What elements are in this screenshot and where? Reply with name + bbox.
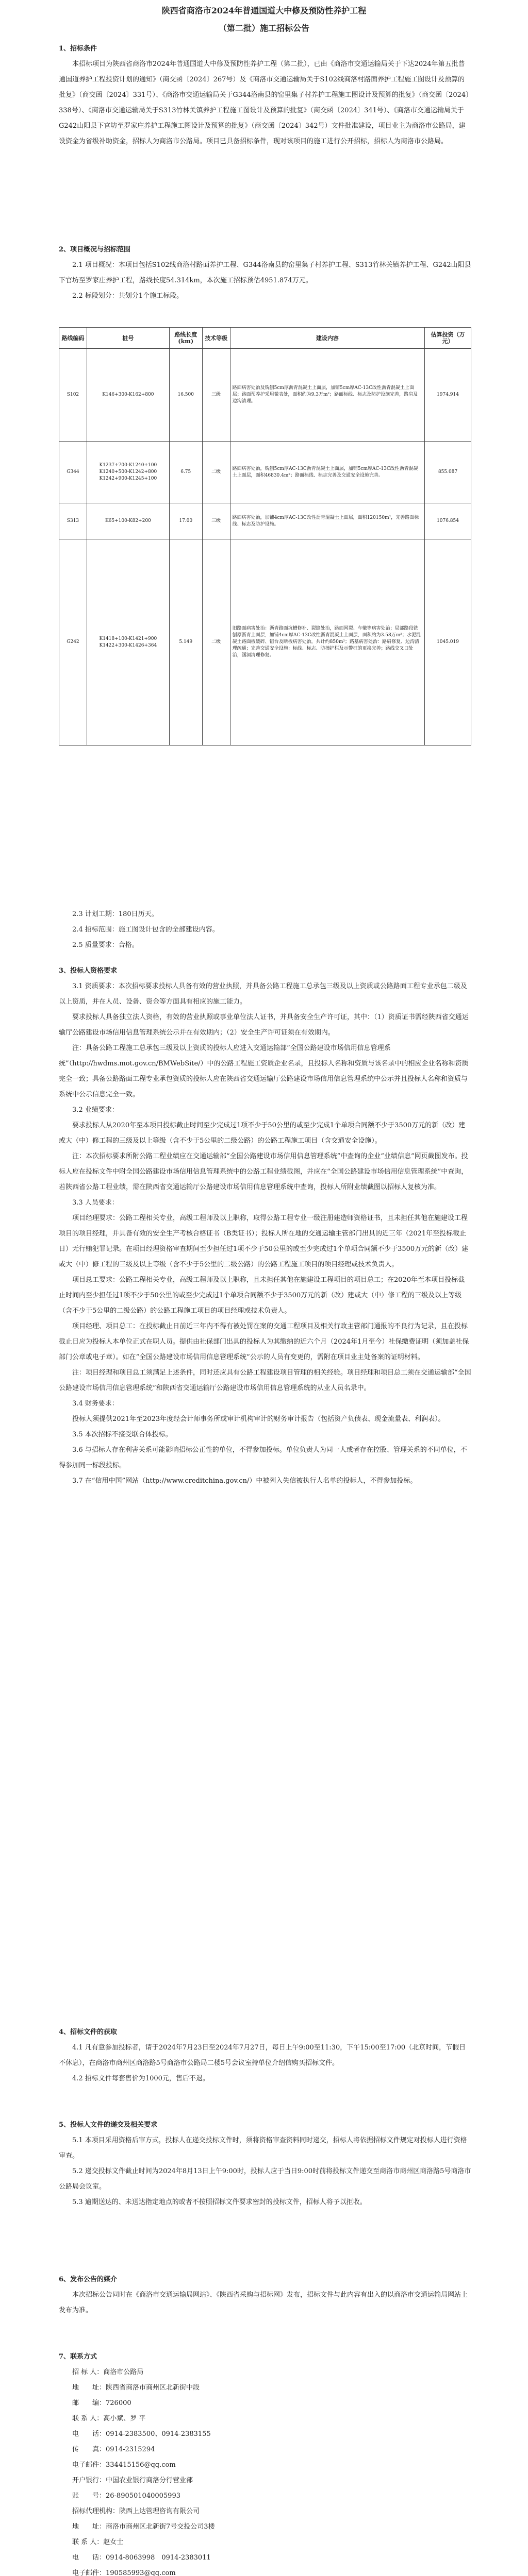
length-cell: 16.500 [169,349,202,442]
contact-line: 联 系 人：赵女士 [72,2538,124,2546]
project-table-header-row [59,328,471,349]
grade-cell: 三级 [202,349,230,442]
quality-text: 2.5 质量要求：合格。 [72,941,139,949]
contact-line: 电子邮件：190585993@qq.com [72,2569,176,2576]
grade-cell: 二级 [202,442,230,503]
table-row [59,442,471,503]
section-1 [59,41,471,149]
section-3-paragraph: 3.1 资质要求：本次招标要求投标人具备有效的营业执照，并具备公路工程施工总承包三级及以上资质或公路路面工程专业承包二级及以上资质，并在人员、设备、资金等方面具有相应的施工能力。 [59,982,467,1006]
notice-title-line2: （第二批）施工招标公告 [218,23,309,33]
section-4 [59,2025,471,2087]
section-3-paragraph: 投标人须提供2021年至2023年度经会计师事务所或审计机构审计的财务审计报告（包括资产负债表、现金流量表、利润表）。 [72,1415,445,1423]
section-7-heading: 7、联系方式 [59,2353,97,2361]
scope-text: 2.4 招标范围：施工图设计包含的全部建设内容。 [72,926,219,934]
section-3-paragraph: 3.7 在“信用中国”网站（http://www.creditchina.gov.cn/）中被列入失信被执行人名单的投标人，不得参加投标。 [72,1477,417,1485]
length-cell: 5.149 [169,539,202,745]
content-cell: 路面病害处治，铣刨5cm厚AC-13C沥青混凝土上面层，加铺5cm厚AC-13C改性沥青混凝土上面层，面积46830.4m²；路面标线、标志完善及交通安全设施完善。 [230,442,424,503]
project-table [59,327,471,745]
section-5-paragraph: 5.1 本项目采用资格后审方式，投标人在递交投标文件时，须将资格审查资料同时递交，招标人将依据招标文件规定对投标人进行资格审查。 [59,2137,467,2160]
table-row [59,539,471,745]
station-cell: K65+100-K82+200 [87,503,169,539]
section-3-paragraph: 项目总工要求：公路工程相关专业，高级工程师及以上职称，且未担任其他在施建设工程项目的项目总工；在2020年至本项目投标截止时间内至少担任过1项不少于50公里的或至少完成过1个单项合同额不少于3500万元的新（改）建或大（中）修工程的三级及以上等级（含不少于5公里的二级公路）的公路工程施工项目的项目经理或技术负责人。 [59,1276,465,1315]
section-3-paragraph: 项目经理要求：公路工程相关专业，高级工程师及以上职称，取得公路工程专业一级注册建造师资格证书，且未担任其他在施建设工程项目的项目经理，并具备有效的安全生产考核合格证书（B类证书）；投标人所在地的交通运输主管部门出具的近三年（2021年至投标截止日）无行贿犯罪记录。在项目经理资格审查期间至少担任过1项不少于50公里的或至少完成过1个单项合同额不少于3500万元的新（改）建或大（中）修工程的三级及以上等级（含不少于5公里的二级公路）的公路工程施工项目的项目经理或技术负责人。 [59,1214,469,1268]
content-cell: 路面病害处治，加铺4cm厚AC-13C改性沥青混凝土上面层，面积120150m²，完善路面标线、标志及防护设施。 [230,503,424,539]
contact-line: 地 址：商洛市商州区北新街7号交投公司3楼 [72,2523,215,2531]
contact-line: 联 系 人：高小斌、罗 平 [72,2415,146,2422]
cost-cell: 855.087 [425,442,471,503]
section-6 [59,2272,471,2318]
table-header-cell: 估算投资（万元） [425,328,471,349]
section-3-paragraph: 项目经理、项目总工：在投标截止日前近三年内不得有被处罚在案的交通工程项目及相关行政主管部门通报的不良行为记录，且在投标截止日应为投标人本单位正式在职人员。提供由社保部门出具的投标人为其缴纳的近六个月（2024年1月至今）社保缴费证明（须加盖社保部门公章或电子章）。如在“全国公路建设市场信用信息管理系统”公示的人员有变更的，需附在项目业主处备案的证明材料。 [59,1323,469,1361]
table-header-cell: 路线编码 [59,328,87,349]
contact-line: 地 址：陕西省商洛市商州区北新街中段 [72,2384,200,2392]
section-3-paragraph: 要求投标人从2020年至本项目投标截止时间至少完成过1项不少于50公里的或至少完成1个单项合同额不少于3500万元的新（改）建或大（中）修工程的三级及以上等级（含不少于5公里的二级公路）的公路工程施工项目（含交通安全设施）。 [59,1122,466,1145]
section-4-heading: 4、招标文件的获取 [59,2028,118,2036]
section-3-heading: 3、投标人资格要求 [59,967,118,975]
table-header-cell: 技术等级 [202,328,230,349]
section-1-paragraph: 本招标项目为陕西省商洛市2024年普通国道大中修及预防性养护工程（第二批），已由《商洛市交通运输局关于下达2024年第五批普通国道养护工程投资计划的通知》（商交函〔2024〕267号）及《商洛市交通运输局关于S102线商洛村路面养护工程施工图设计及预算的批复》（商交函〔2024〕331号）、《商洛市交通运输局关于G344洛南县的窑里集子村养护工程施工图设计及预算的批复》（商交函〔2024〕338号）、《商洛市交通运输局关于S313竹林关镇养护工程施工图设计及预算的批复》（商交函〔2024〕341号）、《商洛市交通运输局关于G242山阳县下官坊至罗家庄养护工程施工图设计及预算的批复》（商交函〔2024〕342号）文件批准建设，项目业主为商洛市公路局，建设资金为省级补助资金，招标人为商洛市公路局。项目已具备招标条件，现对该项目的施工进行公开招标，招标人为商洛市公路局。 [59,60,469,145]
notice-title-line1: 陕西省商洛市2024年普通国道大中修及预防性养护工程 [161,6,367,15]
contact-line: 电 话：0914-8063998 0914-2383011 [72,2554,211,2562]
table-header-cell: 建设内容 [230,328,424,349]
section-4-paragraph: 4.2 招标文件每套售价为1000元，售后不退。 [72,2075,209,2082]
contact-line: 电 话：0914-2383500、0914-2383155 [72,2430,211,2438]
section-4-paragraph: 4.1 凡有意参加投标者，请于2024年7月23日至2024年7月27日，每日上午9:00至11:30，下午15:00至17:00（北京时间，节假日不休息），在商洛市商州区商洛路5号商洛市公路局二楼5号会议室持单位介绍信购买招标文件。 [59,2044,466,2067]
section-2 [59,242,471,304]
contact-line: 开户银行：中国农业银行商洛分行营业部 [72,2477,193,2484]
contact-line: 账 号：26-890501040005993 [72,2492,180,2500]
section-5-paragraph: 5.2 递交投标文件截止时间为2024年8月13日上午9:00时，投标人应于当日9:00时前将投标文件递交至商洛市商州区商洛路5号商洛市公路局会议室。 [59,2167,471,2191]
cost-cell: 1076.854 [425,503,471,539]
section-5-paragraph: 5.3 逾期送达的、未送达指定地点的或者不按照招标文件要求密封的投标文件，招标人将予以拒收。 [72,2198,367,2206]
section-2-tail [59,907,471,953]
contact-line: 招 标 人：商洛市公路局 [72,2368,144,2376]
section-6-heading: 6、发布公告的媒介 [59,2276,118,2283]
section-3-paragraph: 3.4 财务要求： [72,1400,119,1408]
table-header-cell: 路线长度(km) [169,328,202,349]
length-cell: 17.00 [169,503,202,539]
cost-cell: 1974.914 [425,349,471,442]
section-5-heading: 5、投标人文件的递交及相关要求 [59,2121,158,2129]
section-3-paragraph: 注：项目经理和项目总工须满足上述条件，同时还应具有公路工程建设项目管理的相关经验。项目经理和项目总工须在交通运输部“全国公路建设市场信用信息管理系统”和陕西省交通运输厅公路建设市场信用信息管理系统的从业人员名录中。 [59,1369,471,1392]
section-6-paragraph: 本次招标公告同时在《商洛市交通运输局网站》、《陕西省采购与招标网》发布，招标文件与此内容有出入的以商洛市交通运输局网站上发布为准。 [59,2291,468,2314]
cost-cell: 1045.019 [425,539,471,745]
content-cell: 路面病害处治及铣刨5cm厚沥青混凝土上面层，加铺5cm厚AC-13C改性沥青混凝土上面层；路面预养护采用微表处，面积约为9.3万m²；路面标线、标志及防护设施完善，路肩及边沟清理。 [230,349,424,442]
route-code-cell: G344 [59,442,87,503]
station-cell: K1237+700-K1240+100 K1240+500-K1242+800 K1242+900-K1245+100 [87,442,169,503]
section-1-heading: 1、招标条件 [59,45,97,53]
station-cell: K1418+100-K1421+900 K1422+300-K1426+364 [87,539,169,745]
section-3-paragraph: 要求投标人具备独立法人资格，有效的营业执照或事业单位法人证书，并具备安全生产许可证，其中：（1）资质证书需经陕西省交通运输厅公路建设市场信用信息管理系统公示并在有效期内；（2）安全生产许可证须在有效期内。 [59,1013,469,1037]
section-3-paragraph: 注：本次招标要求所附公路工程业绩应在交通运输部“全国公路建设市场信用信息管理系统”中查询的企业“业绩信息”网页截图发布。投标人应在投标文件中附全国公路建设市场信用信息管理系统中的公路工程业绩截图，并应在“全国公路建设市场信用信息管理系统”中查询，若陕西省公路工程业绩，需在陕西省交通运输厅公路建设市场信用信息管理系统中查询，投标人所附业绩截图以招标人复核为准。 [59,1153,468,1191]
station-cell: K146+300-K162+800 [87,349,169,442]
section-3-paragraph: 3.3 人员要求： [72,1199,119,1207]
section-3-paragraph: 3.6 与招标人存在利害关系可能影响招标公正性的单位，不得参加投标。单位负责人为同一人或者存在控股、管理关系的不同单位，不得参加同一标段投标。 [59,1446,467,1469]
table-header-cell: 桩号 [87,328,169,349]
contact-line: 邮 编：726000 [72,2399,131,2407]
grade-cell: 二级 [202,539,230,745]
section-3-paragraph: 3.2 业绩要求： [72,1106,119,1114]
contact-line: 电子邮件：334415156@qq.com [72,2461,176,2469]
section-2-overview: 2.1 项目概况：本项目包括S102线商洛村路面养护工程、G344洛南县的窑里集子村养护工程、S313竹林关镇养护工程、G242山阳县下官坊至罗家庄养护工程，路线长度54.314km，本次施工招标预估4951.874万元。 [59,261,471,284]
route-code-cell: G242 [59,539,87,745]
table-row [59,503,471,539]
route-code-cell: S102 [59,349,87,442]
section-3 [59,963,471,1489]
section-3-paragraph: 注：具备公路工程施工总承包三级及以上资质的投标人应进入交通运输部“全国公路建设市场信用信息管理系统”（http://hwdms.mot.gov.cn/BMWebSite/）中的公路工程施工资质企业名录，且投标人名称和资质与该名录中的相应企业名称和资质完全一致；具备公路路面工程专业承包资质的投标人应在陕西省交通运输厅公路建设市场信用信息管理系统中公示并且投标人名称和资质与系统中公示信息完全一致。 [59,1044,469,1098]
section-2-lot-division: 2.2 标段划分：共划分1个施工标段。 [72,292,184,300]
grade-cell: 三级 [202,503,230,539]
section-3-paragraph: 3.5 本次招标不接受联合体投标。 [72,1431,172,1438]
section-5 [59,2117,471,2210]
content-cell: 旧路面病害处治：沥青路面坑槽修补、裂缝处治，路面网裂、车辙等病害处治；局部路段铣刨原沥青上面层，加铺4cm厚AC-13C改性沥青混凝土上面层，面积约为3.58万m²；水泥混凝土路面板破碎、错台及断板病害处治，共计约850m²；路基病害处治：路肩修复、边沟清理疏通；完善交通安全设施：标线、标志、防撞护栏及示警桩的更换完善；路线交叉口处治，涵洞清理修复。 [230,539,424,745]
route-code-cell: S313 [59,503,87,539]
length-cell: 6.75 [169,442,202,503]
contact-line: 招标代理机构：陕西上达管理咨询有限公司 [72,2507,200,2515]
section-7 [59,2349,471,2576]
section-2-heading: 2、项目概况与招标范围 [59,246,131,253]
contact-line: 传 真：0914-2315294 [72,2446,155,2453]
schedule-text: 2.3 计划工期：180日历天。 [72,910,158,918]
table-row [59,349,471,442]
